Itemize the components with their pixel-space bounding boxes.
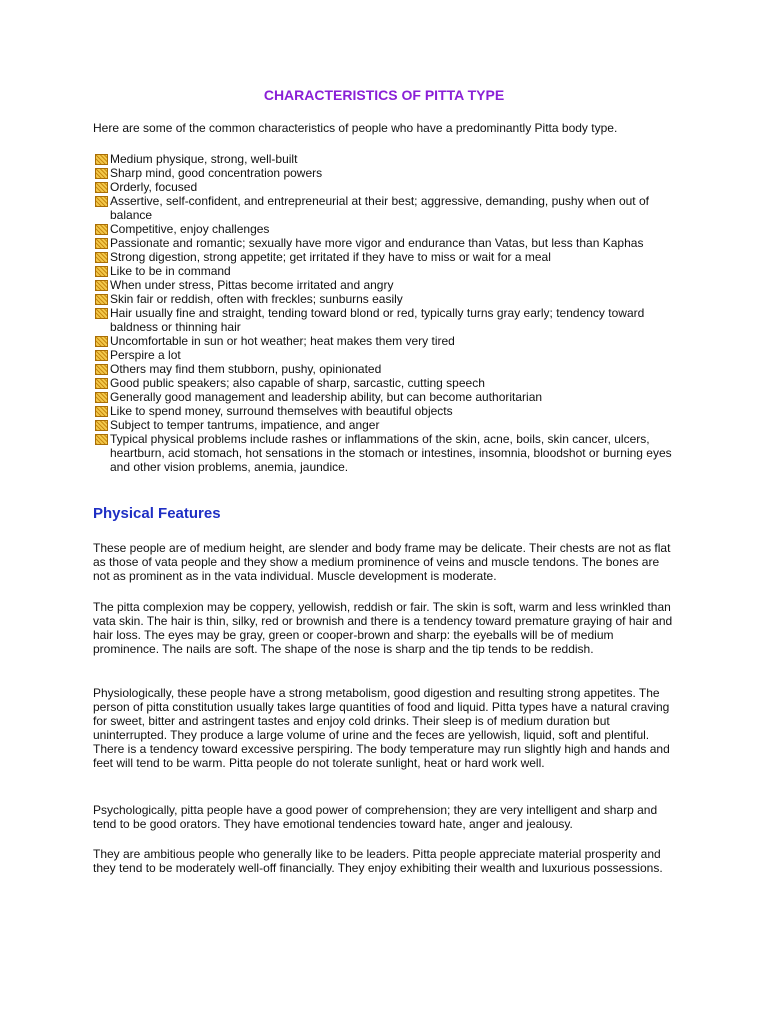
list-item-text: Like to be in command	[110, 264, 231, 278]
list-item-text: Strong digestion, strong appetite; get irritated if they have to miss or wait for a meal	[110, 250, 551, 264]
section-heading: Physical Features	[93, 505, 221, 522]
list-item	[93, 362, 673, 376]
page-title: CHARACTERISTICS OF PITTA TYPE	[263, 87, 505, 103]
list-item	[93, 376, 673, 390]
list-item-text: Like to spend money, surround themselves with beautiful objects	[110, 404, 453, 418]
list-item-text: Passionate and romantic; sexually have more vigor and endurance than Vatas, but less than Kaphas	[110, 236, 644, 250]
list-item-text: Generally good management and leadership ability, but can become authoritarian	[110, 390, 543, 404]
list-item-text: Skin fair or reddish, often with freckles; sunburns easily	[110, 292, 403, 306]
ornate-bullet-icon	[95, 168, 108, 179]
list-item-text: Orderly, focused	[110, 180, 198, 194]
ornate-bullet-icon	[95, 154, 108, 165]
list-item	[93, 348, 673, 362]
characteristics-list	[93, 152, 673, 474]
list-item	[93, 166, 673, 180]
list-item	[93, 236, 673, 250]
list-item-text: When under stress, Pittas become irritated and angry	[110, 278, 394, 292]
ornate-bullet-icon	[95, 196, 108, 207]
ornate-bullet-icon	[95, 420, 108, 431]
list-item-text: Sharp mind, good concentration powers	[110, 166, 323, 180]
list-item-text: Assertive, self-confident, and entrepreneurial at their best; aggressive, demanding, pushy when out of balance	[110, 194, 649, 222]
ornate-bullet-icon	[95, 294, 108, 305]
list-item-text: Good public speakers; also capable of sharp, sarcastic, cutting speech	[110, 376, 485, 390]
ornate-bullet-icon	[95, 434, 108, 445]
list-item	[93, 264, 673, 278]
list-item	[93, 306, 673, 334]
list-item	[93, 432, 673, 474]
list-item	[93, 152, 673, 166]
list-item	[93, 418, 673, 432]
list-item-text: Typical physical problems include rashes or inflammations of the skin, acne, boils, skin cancer, ulcers, heartburn, acid stomach, hot sensations in the stomach or intestines, insomnia, bloodshot or burning eyes and other vision problems, anemia, jaundice.	[110, 432, 672, 474]
ornate-bullet-icon	[95, 252, 108, 263]
ornate-bullet-icon	[95, 378, 108, 389]
ornate-bullet-icon	[95, 238, 108, 249]
list-item	[93, 390, 673, 404]
ornate-bullet-icon	[95, 280, 108, 291]
list-item	[93, 334, 673, 348]
list-item	[93, 250, 673, 264]
list-item	[93, 404, 673, 418]
list-item-text: Hair usually fine and straight, tending toward blond or red, typically turns gray early; tendency toward baldness or thinning hair	[110, 306, 645, 334]
paragraph: Physiologically, these people have a strong metabolism, good digestion and resulting strong appetites. The person of pitta constitution usually takes large quantities of food and liquid. Pitta types have a natural craving for sweet, bitter and astringent tastes and enjoy cold drinks. Their sleep is of medium duration but uninterrupted. They produce a large volume of urine and the feces are yellowish, liquid, soft and plentiful. There is a tendency toward excessive perspiring. The body temperature may run slightly high and hands and feet will tend to be warm. Pitta people do not tolerate sunlight, heat or hard work well.	[93, 686, 670, 770]
ornate-bullet-icon	[95, 350, 108, 361]
paragraph: The pitta complexion may be coppery, yellowish, reddish or fair. The skin is soft, warm and less wrinkled than vata skin. The hair is thin, silky, red or brownish and there is a tendency toward premature graying of hair and hair loss. The eyes may be gray, green or cooper-brown and sharp: the eyeballs will be of medium prominence. The nails are soft. The shape of the nose is sharp and the tip tends to be reddish.	[93, 600, 673, 656]
ornate-bullet-icon	[95, 336, 108, 347]
list-item	[93, 222, 673, 236]
ornate-bullet-icon	[95, 308, 108, 319]
list-item-text: Others may find them stubborn, pushy, opinionated	[110, 362, 382, 376]
list-item-text: Medium physique, strong, well-built	[110, 152, 298, 166]
ornate-bullet-icon	[95, 392, 108, 403]
list-item	[93, 180, 673, 194]
list-item-text: Perspire a lot	[110, 348, 181, 362]
ornate-bullet-icon	[95, 406, 108, 417]
paragraph: They are ambitious people who generally like to be leaders. Pitta people appreciate material prosperity and they tend to be moderately well-off financially. They enjoy exhibiting their wealth and luxurious possessions.	[93, 847, 663, 875]
intro-text: Here are some of the common characteristics of people who have a predominantly Pitta body type.	[93, 121, 618, 135]
ornate-bullet-icon	[95, 266, 108, 277]
list-item	[93, 278, 673, 292]
list-item	[93, 292, 673, 306]
list-item-text: Subject to temper tantrums, impatience, and anger	[110, 418, 380, 432]
list-item-text: Competitive, enjoy challenges	[110, 222, 270, 236]
ornate-bullet-icon	[95, 182, 108, 193]
ornate-bullet-icon	[95, 224, 108, 235]
ornate-bullet-icon	[95, 364, 108, 375]
list-item-text: Uncomfortable in sun or hot weather; heat makes them very tired	[110, 334, 455, 348]
paragraph: These people are of medium height, are slender and body frame may be delicate. Their chests are not as flat as those of vata people and they show a medium prominence of veins and muscle tendons. The bones are not as prominent as in the vata individual. Muscle development is moderate.	[93, 541, 671, 583]
list-item	[93, 194, 673, 222]
paragraph: Psychologically, pitta people have a good power of comprehension; they are very intelligent and sharp and tend to be good orators. They have emotional tendencies toward hate, anger and jealousy.	[93, 803, 658, 831]
